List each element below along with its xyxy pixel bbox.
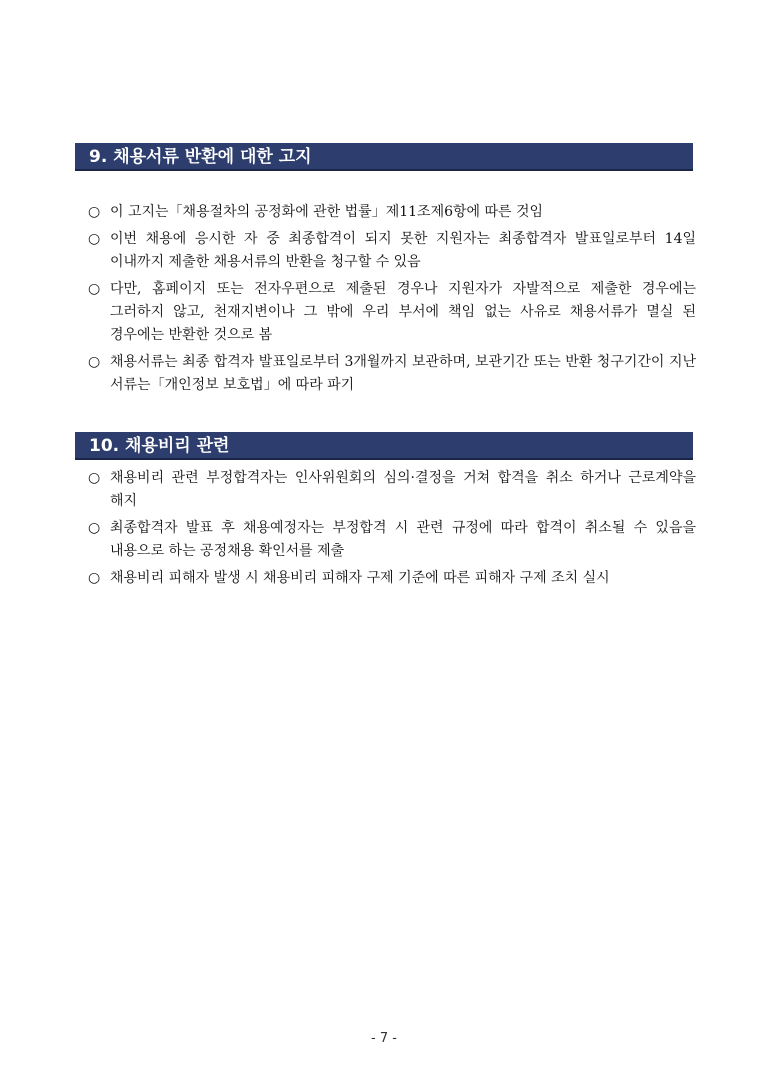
list-item-text: 최종합격자 발표 후 채용예정자는 부정합격 시 관련 규정에 따라 합격이 취소될 수 있음을 내용으로 하는 공정채용 확인서를 제출	[110, 520, 696, 559]
list-item	[88, 278, 696, 347]
page-number: - 7 -	[371, 1031, 397, 1046]
list-item-text: 채용비리 피해자 발생 시 채용비리 피해자 구제 기준에 따른 피해자 구제 조치 실시	[110, 570, 610, 586]
circle-bullet-icon: ○	[88, 470, 101, 486]
list-item	[88, 201, 696, 224]
document-return-list	[88, 201, 696, 401]
hiring-corruption-list	[88, 467, 696, 594]
list-item-text: 이 고지는「채용절차의 공정화에 관한 법률」제11조제6항에 따른 것임	[110, 204, 544, 220]
list-item-text: 다만, 홈페이지 또는 전자우편으로 제출된 경우나 지원자가 자발적으로 제출한 경우에는 그러하지 않고, 천재지변이나 그 밖에 우리 부서에 책임 없는 사유로 채용서류가 멸실 된 경우에는 반환한 것으로 봄	[110, 281, 696, 343]
list-item	[88, 351, 696, 397]
circle-bullet-icon: ○	[88, 281, 101, 297]
circle-bullet-icon: ○	[88, 520, 101, 536]
list-item	[88, 467, 696, 513]
circle-bullet-icon: ○	[88, 354, 101, 370]
list-item-text: 이번 채용에 응시한 자 중 최종합격이 되지 못한 지원자는 최종합격자 발표일로부터 14일 이내까지 제출한 채용서류의 반환을 청구할 수 있음	[110, 231, 696, 270]
circle-bullet-icon: ○	[88, 570, 101, 586]
list-item	[88, 517, 696, 563]
list-item-text: 채용서류는 최종 합격자 발표일로부터 3개월까지 보관하며, 보관기간 또는 반환 청구기간이 지난 서류는「개인정보 보호법」에 따라 파기	[110, 354, 696, 393]
list-item-text: 채용비리 관련 부정합격자는 인사위원회의 심의·결정을 거쳐 합격을 취소 하거나 근로계약을 해지	[110, 470, 696, 509]
list-item	[88, 228, 696, 274]
circle-bullet-icon: ○	[88, 231, 101, 247]
list-item	[88, 567, 696, 590]
section-header-hiring-corruption: 10. 채용비리 관련	[75, 432, 693, 460]
section-header-document-return: 9. 채용서류 반환에 대한 고지	[75, 143, 693, 171]
circle-bullet-icon: ○	[88, 204, 101, 220]
